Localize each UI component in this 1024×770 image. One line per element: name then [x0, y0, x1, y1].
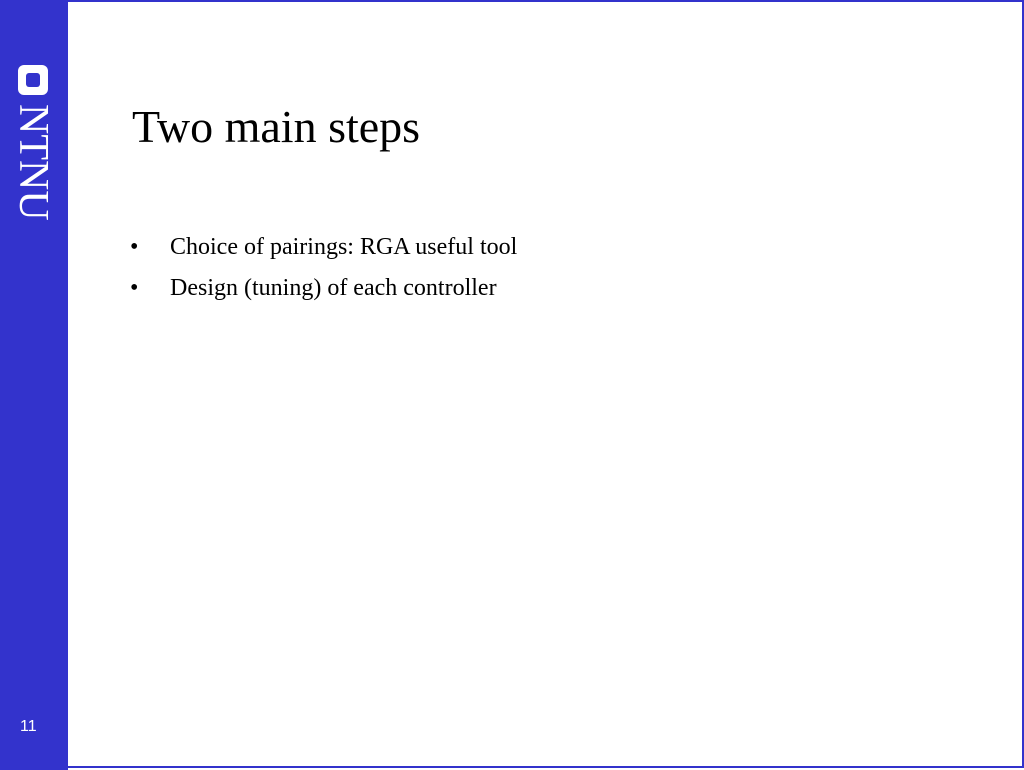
ntnu-logo-icon	[18, 65, 48, 95]
sidebar	[0, 2, 68, 770]
page-number: 11	[20, 718, 37, 735]
slide-title: Two main steps	[132, 101, 421, 152]
list-item	[130, 271, 517, 312]
bullet-text: Choice of pairings: RGA useful tool	[170, 234, 518, 260]
list-item	[130, 230, 517, 271]
bullet-text: Design (tuning) of each controller	[170, 275, 497, 301]
bullet-icon: •	[130, 275, 139, 301]
logo-text: NTNU	[10, 104, 56, 221]
bullet-icon: •	[130, 234, 139, 260]
bullet-list	[130, 230, 517, 312]
